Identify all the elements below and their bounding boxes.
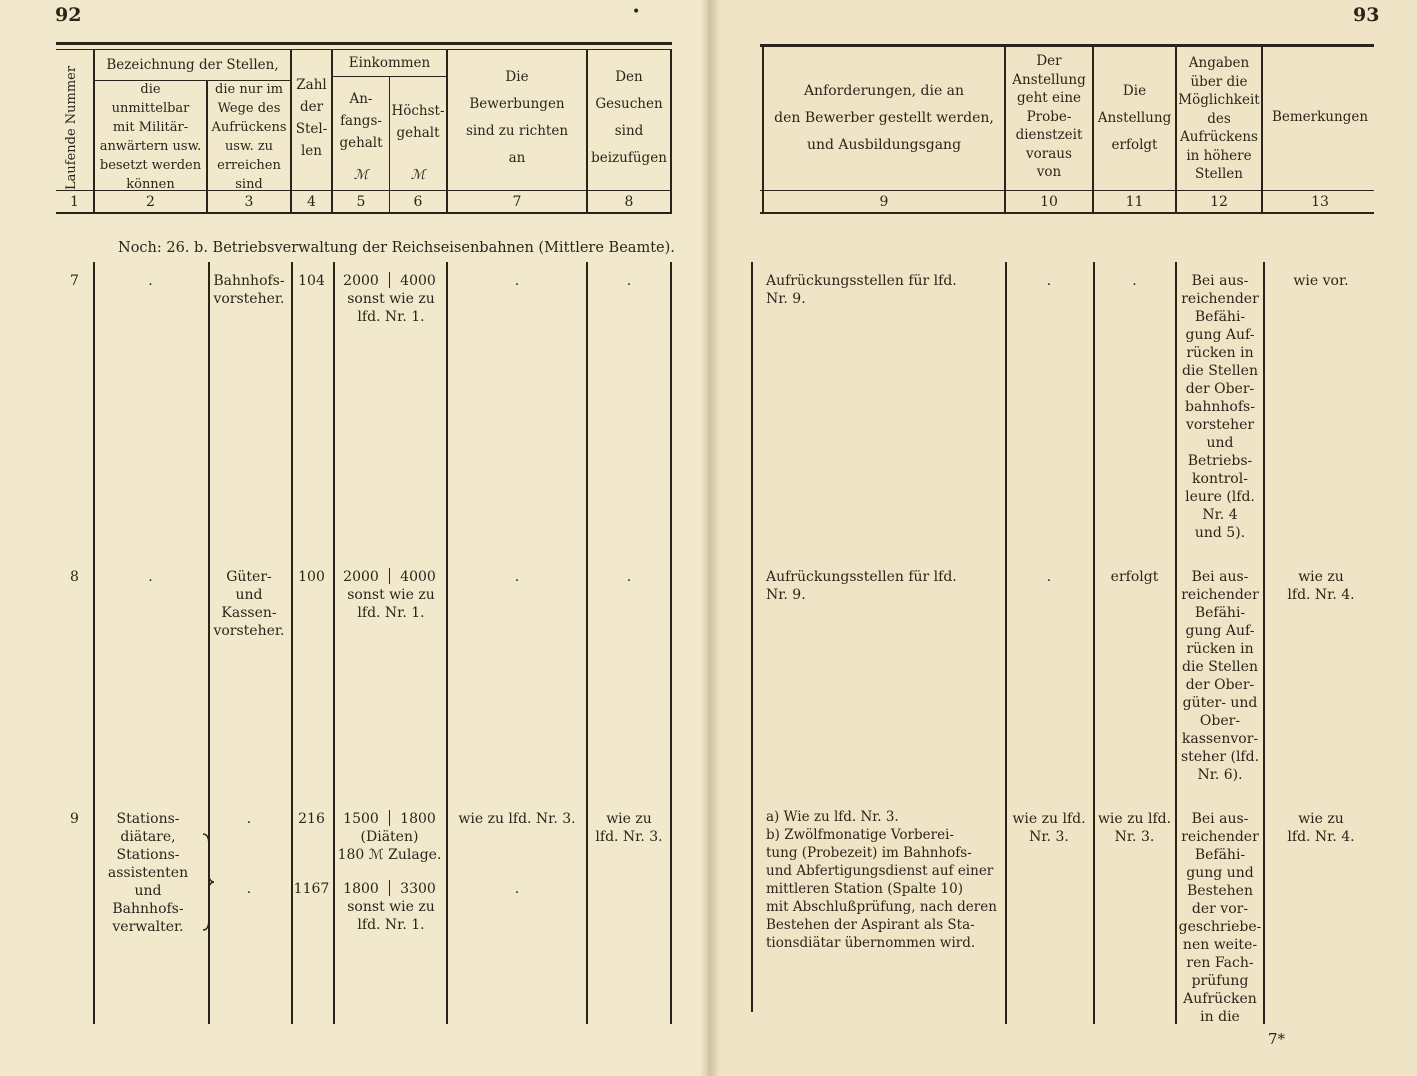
header-col4: Zahl der Stel- len [295, 77, 328, 159]
row8-col3: Güter- und Kassen- vorsteher. [213, 569, 285, 639]
header-group-stellen: Bezeichnung der Stellen, [106, 57, 279, 73]
row9-col7: wie zu lfd. Nr. 3. [458, 811, 576, 827]
r-row9-col12: Bei aus- reichender Befähi- gung und Bestehen der vor- geschriebe- nen weite- ren Fach- prüfung Aufrücken in die [1178, 811, 1262, 1025]
row8-nr: 8 [70, 569, 79, 585]
r-row9-col10: wie zu lfd. Nr. 3. [1012, 811, 1086, 845]
header-top-rule-thin [56, 49, 672, 50]
r-row7-col13: wie vor. [1293, 273, 1349, 289]
vline [670, 262, 672, 1024]
colnum-bottom-rule [56, 212, 672, 214]
row9-gehalt-note-a: (Diäten) 180 ℳ Zulage. [337, 829, 442, 863]
header-laufende-nummer: Laufende Nummer [64, 65, 79, 190]
r-row8-col10: . [1046, 569, 1052, 585]
r-row7-col11: . [1132, 273, 1137, 289]
header-col6-unit: ℳ [410, 167, 426, 183]
r-row8-col11: erfolgt [1110, 569, 1159, 585]
colnum-5: 5 [356, 194, 366, 210]
row9-anfang-a: 1500 [343, 811, 379, 827]
row8-col8: . [626, 569, 632, 585]
vline [446, 262, 448, 1024]
colnum-8: 8 [624, 194, 634, 210]
row7-col7: . [514, 273, 520, 289]
row7-hoechst: 4000 [400, 273, 436, 289]
colnum-11: 11 [1125, 194, 1144, 210]
row9-col8: wie zu lfd. Nr. 3. [595, 811, 663, 845]
row7-col8: . [626, 273, 632, 289]
r-row7-col9: Aufrückungsstellen für lfd. Nr. 9. [766, 273, 957, 307]
row8-zahl: 100 [298, 569, 325, 585]
print-dot: • [632, 4, 641, 20]
page-number-left: 92 [55, 4, 82, 26]
vline [670, 49, 672, 214]
r-row8-col13: wie zu lfd. Nr. 4. [1287, 569, 1355, 603]
row8-col7: . [514, 569, 520, 585]
vline [586, 262, 588, 1024]
colnum-6: 6 [413, 194, 423, 210]
colnum-13: 13 [1311, 194, 1329, 210]
row7-nr: 7 [70, 273, 79, 289]
row7-col2: . [148, 273, 153, 289]
row8-gehalt-divider [389, 568, 390, 584]
header-col12: Angaben über die Möglichkeit des Aufrückens in höhere Stellen [1178, 55, 1260, 182]
right-page [708, 0, 1417, 1076]
page-number-right: 93 [1353, 4, 1380, 26]
header-col7: Die Bewerbungen sind zu richten an [465, 69, 569, 166]
row8-col2: . [148, 569, 153, 585]
header-col5: An- fangs- gehalt [339, 91, 383, 151]
vline [1005, 262, 1007, 1024]
row9-zahl-b: 1167 [293, 881, 330, 897]
header-col5-unit: ℳ [353, 167, 369, 183]
header-bottom-rule [760, 190, 1374, 191]
row9-col7-b: . [514, 881, 520, 897]
colnum-2: 2 [146, 194, 155, 210]
row9-col3b: . [246, 881, 252, 897]
header-col3: die nur im Wege des Aufrückens usw. zu erreichen sind [211, 82, 287, 192]
header-col6: Höchst- gehalt [391, 103, 445, 141]
r-row7-col10: . [1046, 273, 1052, 289]
header-col13: Bemerkungen [1271, 109, 1369, 125]
colnum-3: 3 [244, 194, 254, 210]
left-page [0, 0, 708, 1076]
row7-gehalt-divider [389, 272, 390, 288]
vline [751, 262, 753, 1012]
row7-gehalt-note: sonst wie zu lfd. Nr. 1. [347, 291, 435, 325]
section-title: Noch: 26. b. Betriebsverwaltung der Reichseisenbahnen (Mittlere Beamte). [118, 240, 675, 256]
header-col9: Anforderungen, die an den Bewerber gestellt werden, und Ausbildungsgang [774, 83, 994, 153]
row9-nr: 9 [70, 811, 79, 827]
header-top-rule [760, 44, 1374, 47]
vline [1093, 262, 1095, 1024]
row8-gehalt-note: sonst wie zu lfd. Nr. 1. [347, 587, 435, 621]
row7-anfang: 2000 [343, 273, 379, 289]
row9-gehalt-note-b: sonst wie zu lfd. Nr. 1. [347, 899, 435, 933]
row7-col3: Bahnhofs- vorsteher. [213, 273, 285, 307]
colnum-7: 7 [512, 194, 522, 210]
r-row7-col12: Bei aus- reichender Befähi- gung Auf- rücken in die Stellen der Ober- bahnhofs- vorsteher und Betriebs- kontrol- leure (lfd. Nr. 4 und 5). [1181, 273, 1259, 541]
colnum-4: 4 [307, 194, 316, 210]
row7-zahl: 104 [298, 273, 325, 289]
row9-col2: Stations- diätare, Stations- assistenten und Bahnhofs- verwalter. [107, 811, 189, 935]
vline [93, 262, 95, 1024]
r-row8-col9: Aufrückungsstellen für lfd. Nr. 9. [766, 569, 957, 603]
header-group-einkommen: Einkommen [348, 55, 431, 71]
row8-anfang: 2000 [343, 569, 379, 585]
row9-anfang-b: 1800 [343, 881, 379, 897]
r-row9-col9: a) Wie zu lfd. Nr. 3. b) Zwölfmonatige Vorberei- tung (Probezeit) im Bahnhofs- und Abfertigungsdienst auf einer mittleren Station (Spalte 10) mit Abschlußprüfung, nach deren Bestehen der Aspirant als Sta- tionsdiätar übernommen wird. [766, 809, 997, 951]
book-gutter [700, 0, 720, 1076]
header-col10: Der Anstellung geht eine Probe- dienstzeit voraus von [1012, 53, 1086, 180]
row9a-gehalt-divider [389, 810, 390, 826]
colnum-1: 1 [70, 194, 79, 210]
header-top-rule [56, 42, 672, 45]
row9-col3a: . [246, 811, 252, 827]
row9-zahl-a: 216 [298, 811, 325, 827]
signature-mark: 7* [1268, 1030, 1286, 1048]
row9b-gehalt-divider [389, 880, 390, 896]
vline [291, 262, 293, 1024]
header-col11: Die Anstellung erfolgt [1097, 83, 1172, 153]
r-row8-col12: Bei aus- reichender Befähi- gung Auf- rücken in die Stellen der Ober- güter- und Ober- kassenvor- steher (lfd. Nr. 6). [1180, 569, 1260, 783]
vline [1261, 47, 1263, 214]
header-col8: Den Gesuchen sind beizufügen [591, 69, 667, 166]
row9-hoechst-a: 1800 [400, 811, 436, 827]
colnum-bottom-rule [760, 212, 1374, 214]
row9-hoechst-b: 3300 [400, 881, 436, 897]
r-row9-col11: wie zu lfd. Nr. 3. [1097, 811, 1172, 845]
header-col2: die unmittelbar mit Militär- anwärtern usw. besetzt werden können [99, 82, 202, 192]
vline [333, 262, 335, 1024]
colnum-9: 9 [879, 194, 889, 210]
r-row9-col13: wie zu lfd. Nr. 4. [1287, 811, 1355, 845]
row8-hoechst: 4000 [400, 569, 436, 585]
vline [1263, 262, 1265, 1024]
colnum-12: 12 [1210, 194, 1228, 210]
colnum-10: 10 [1040, 194, 1058, 210]
